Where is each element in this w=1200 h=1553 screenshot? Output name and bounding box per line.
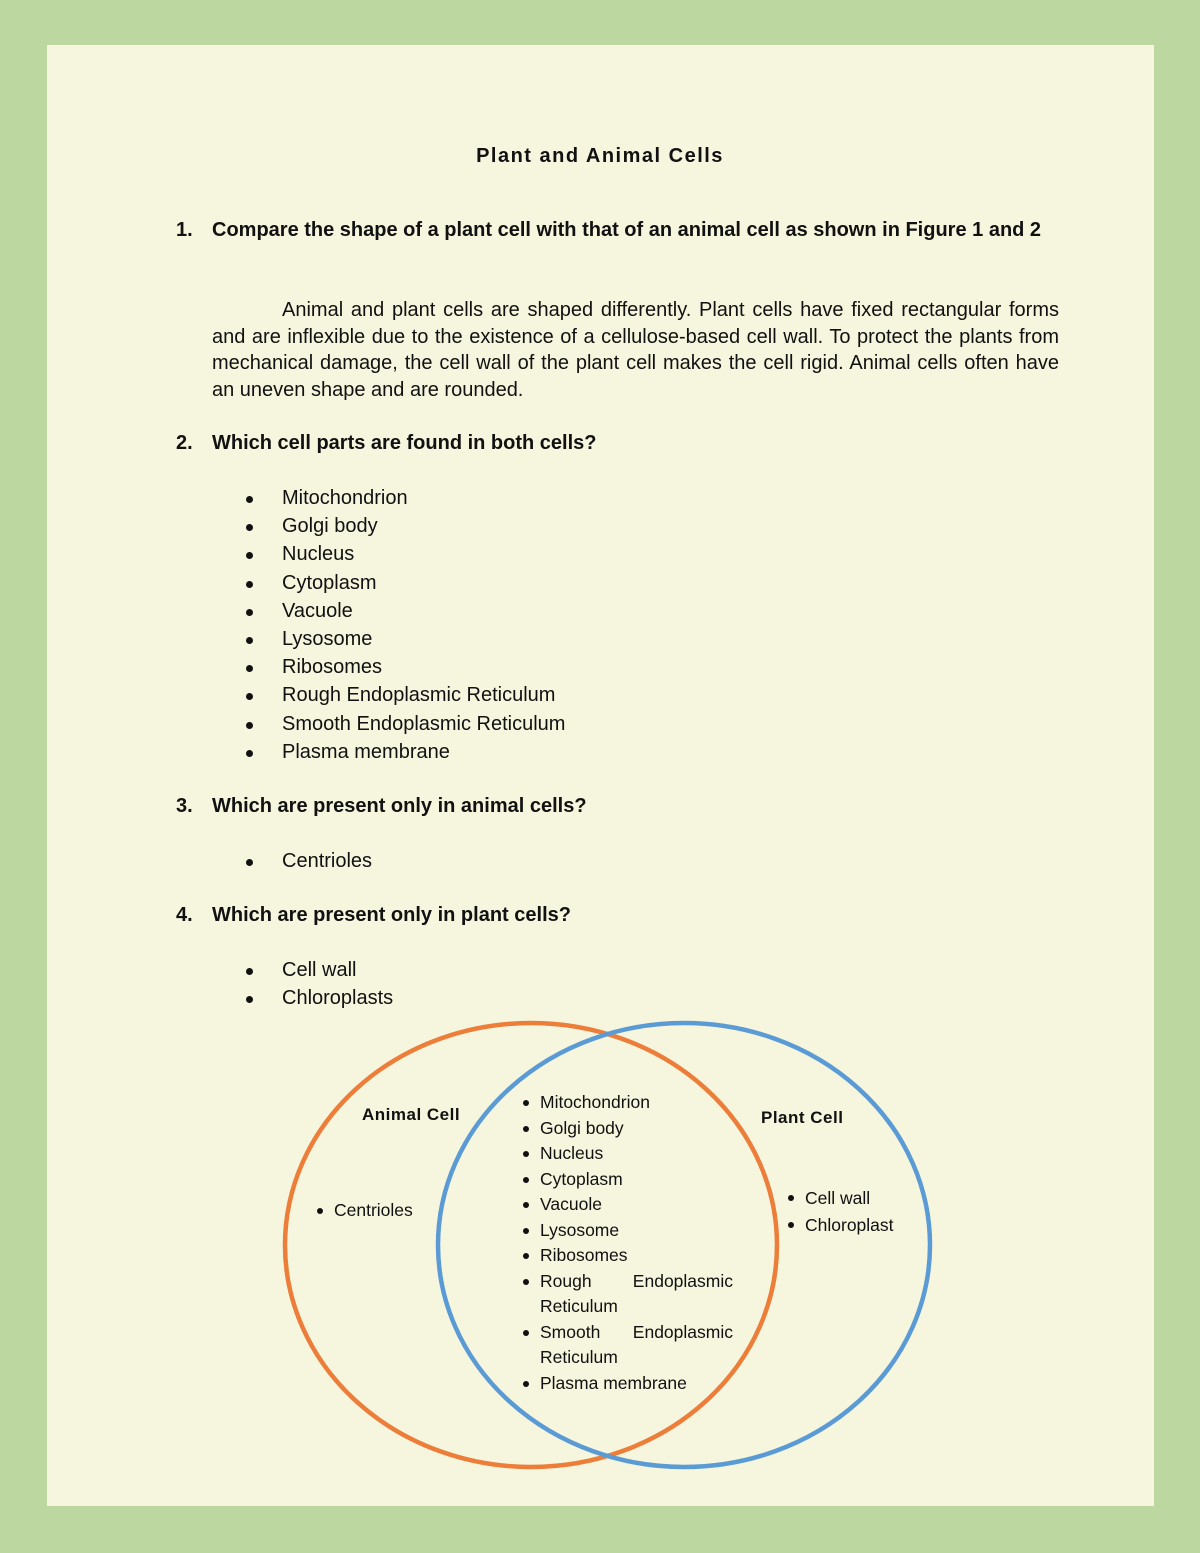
list-item: Mitochondrion	[246, 484, 565, 512]
list-item: Rough Endoplasmic Reticulum	[521, 1269, 733, 1320]
question-text: Which are present only in animal cells?	[212, 795, 587, 817]
question-number: 1.	[176, 219, 193, 241]
list-item: Smooth Endoplasmic Reticulum	[521, 1320, 733, 1371]
list-item: Rough Endoplasmic Reticulum	[246, 681, 565, 709]
list-item: Smooth Endoplasmic Reticulum	[246, 710, 565, 738]
list-item: Mitochondrion	[521, 1090, 733, 1116]
question-text: Which are present only in plant cells?	[212, 904, 571, 926]
question-text: Which cell parts are found in both cells?	[212, 432, 597, 454]
answer-1-paragraph: Animal and plant cells are shaped differently. Plant cells have fixed rectangular forms and are inflexible due to the existence of a cellulose-based cell wall. To protect the plants from mechanical damage, the cell wall of the plant cell makes the cell rigid. Animal cells often have an uneven shape and are rounded.	[212, 299, 1059, 401]
question-number: 4.	[176, 904, 193, 926]
list-item: Vacuole	[246, 597, 565, 625]
page-title: Plant and Animal Cells	[476, 145, 724, 167]
plant-cell-label: Plant Cell	[761, 1108, 844, 1127]
list-item: Vacuole	[521, 1192, 733, 1218]
venn-plant-list	[786, 1185, 894, 1239]
animal-cell-label: Animal Cell	[362, 1105, 461, 1124]
list-item: Cell wall	[786, 1185, 894, 1212]
list-item: Plasma membrane	[521, 1371, 733, 1397]
venn-animal-list	[315, 1198, 413, 1224]
list-item: Centrioles	[315, 1198, 413, 1224]
list-item: Centrioles	[246, 847, 372, 875]
list-item: Ribosomes	[521, 1243, 733, 1269]
list-item: Cytoplasm	[246, 569, 565, 597]
list-item: Plasma membrane	[246, 738, 565, 766]
list-item: Golgi body	[521, 1116, 733, 1142]
list-item: Golgi body	[246, 512, 565, 540]
list-item: Lysosome	[521, 1218, 733, 1244]
venn-shared-list	[521, 1090, 733, 1396]
question-number: 3.	[176, 795, 193, 817]
question-number: 2.	[176, 432, 193, 454]
list-item: Lysosome	[246, 625, 565, 653]
list-item: Chloroplasts	[246, 984, 393, 1012]
list-item: Cell wall	[246, 956, 393, 984]
question-text: Compare the shape of a plant cell with that of an animal cell as shown in Figure 1 and 2	[212, 219, 1042, 241]
list-item: Nucleus	[246, 540, 565, 568]
list-item: Nucleus	[521, 1141, 733, 1167]
list-item: Ribosomes	[246, 653, 565, 681]
list-item: Chloroplast	[786, 1212, 894, 1239]
list-item: Cytoplasm	[521, 1167, 733, 1193]
